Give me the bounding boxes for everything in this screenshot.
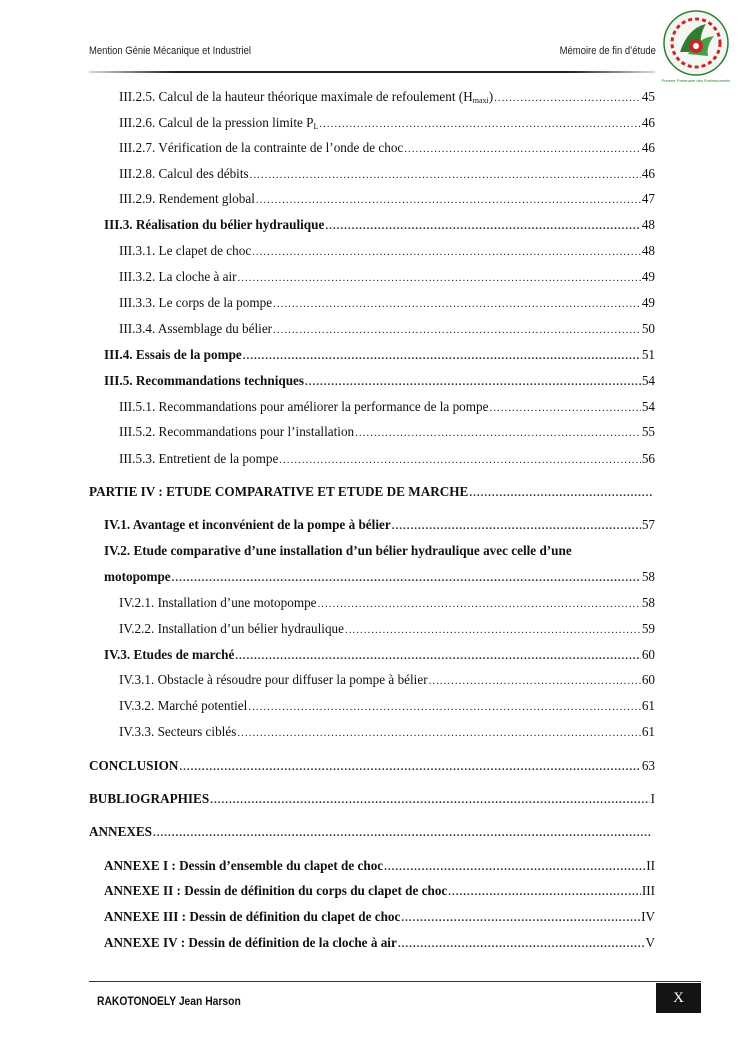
toc-entry: ANNEXES .....	[89, 824, 653, 844]
toc-page-number: 46	[641, 166, 655, 181]
toc-page-number: 61	[641, 724, 655, 739]
toc-entry: IV.3.1. Obstacle à résoudre pour diffuser la pompe à bélier ..... 60	[119, 672, 655, 692]
toc-entry: IV.3.2. Marché potentiel ..... 61	[119, 698, 655, 718]
toc-page-number: IV	[641, 909, 655, 924]
leader-dots	[243, 350, 641, 362]
toc-page-number: 49	[641, 295, 655, 310]
footer-author: RAKOTONOELY Jean Harson	[97, 994, 241, 1008]
leader-dots	[238, 272, 641, 284]
toc-entry: ANNEXE IV : Dessin de définition de la cloche à air ..... V	[104, 935, 655, 955]
toc-entry: III.5. Recommandations techniques ..... 54	[104, 373, 655, 393]
leader-dots	[392, 520, 641, 532]
leader-dots	[279, 454, 641, 466]
toc-page-number: 58	[641, 595, 655, 610]
toc-entry: IV.1. Avantage et inconvénient de la pompe à bélier ..... 57	[104, 517, 655, 537]
leader-dots	[355, 427, 641, 439]
toc-page-number: 54	[641, 373, 655, 388]
leader-dots	[235, 650, 641, 662]
leader-dots	[401, 912, 640, 924]
toc-page-number: 58	[641, 569, 655, 584]
header-rule	[89, 71, 655, 73]
toc-entry: III.4. Essais de la pompe ..... 51	[104, 347, 655, 367]
toc-page-number: 49	[641, 269, 655, 284]
toc-page-number: 57	[641, 517, 655, 532]
running-header-right: Mémoire de fin d’étude	[559, 45, 656, 57]
leader-dots	[153, 827, 652, 839]
leader-dots	[273, 298, 641, 310]
toc-page-number: 46	[641, 115, 655, 130]
toc-entry: III.3.3. Le corps de la pompe ..... 49	[119, 295, 655, 315]
toc-entry: III.5.1. Recommandations pour améliorer la performance de la pompe ..... 54	[119, 399, 655, 419]
toc-page-number: 60	[641, 672, 655, 687]
leader-dots	[252, 246, 641, 258]
leader-dots	[345, 624, 641, 636]
leader-dots	[325, 220, 640, 232]
toc-page-number: 48	[641, 243, 655, 258]
toc-entry: III.5.2. Recommandations pour l’installation ..... 55	[119, 424, 655, 444]
toc-page-number: 55	[641, 424, 655, 439]
leader-dots	[489, 402, 640, 414]
toc-entry: III.3.4. Assemblage du bélier ..... 50	[119, 321, 655, 341]
toc-page-number: 63	[641, 758, 655, 773]
leader-dots	[384, 861, 645, 873]
toc-entry: IV.3.3. Secteurs ciblés ..... 61	[119, 724, 655, 744]
leader-dots	[179, 761, 640, 773]
toc-entry: III.3. Réalisation du bélier hydraulique ..... 48	[104, 217, 655, 237]
toc-page-number: 46	[641, 140, 655, 155]
running-header-left: Mention Génie Mécanique et Industriel	[89, 45, 251, 57]
leader-dots	[305, 376, 641, 388]
toc-entry: ANNEXE I : Dessin d’ensemble du clapet de choc ..... II	[104, 858, 655, 878]
toc-entry: IV.2. Etude comparative d’une installation d’un bélier hydraulique avec celle d’une	[104, 543, 572, 558]
toc-entry: III.2.5. Calcul de la hauteur théorique maximale de refoulement $(H_{maxi})$ ..... 45	[119, 89, 655, 109]
leader-dots	[398, 938, 645, 950]
toc-entry: ANNEXE III : Dessin de définition du clapet de choc ..... IV	[104, 909, 655, 929]
leader-dots	[469, 487, 652, 499]
leader-dots	[404, 143, 641, 155]
leader-dots	[494, 92, 641, 104]
toc-entry: ANNEXE II : Dessin de définition du corps du clapet de choc ..... III	[104, 883, 655, 903]
toc-entry: III.3.1. Le clapet de choc ..... 48	[119, 243, 655, 263]
toc-page-number: 50	[641, 321, 655, 336]
toc-page-number: II	[646, 858, 655, 873]
toc-entry: III.2.8. Calcul des débits ..... 46	[119, 166, 655, 186]
leader-dots	[250, 169, 641, 181]
logo-caption: Premier Partenaire des Professionnels	[661, 78, 731, 83]
toc-page-number: 51	[641, 347, 655, 362]
leader-dots	[319, 118, 640, 130]
toc-page-number: 61	[641, 698, 655, 713]
leader-dots	[210, 794, 649, 806]
toc-entry: III.2.6. Calcul de la pression limite $P_L$ ..... 46	[119, 115, 655, 135]
leader-dots	[256, 194, 641, 206]
leader-dots	[448, 886, 641, 898]
toc-entry: motopompe ..... 58	[104, 569, 655, 589]
leader-dots	[318, 598, 641, 610]
toc-entry: III.2.9. Rendement global ..... 47	[119, 191, 655, 211]
leader-dots	[429, 675, 641, 687]
toc-entry: CONCLUSION ..... 63	[89, 758, 655, 778]
toc-entry: III.2.7. Vérification de la contrainte de l’onde de choc ..... 46	[119, 140, 655, 160]
toc-page-number: 48	[641, 217, 655, 232]
toc-page-number: 60	[641, 647, 655, 662]
toc-entry: IV.3. Etudes de marché ..... 60	[104, 647, 655, 667]
toc-page-number: 45	[641, 89, 655, 104]
footer-rule	[89, 981, 701, 982]
toc-entry: IV.2.2. Installation d’un bélier hydraulique ..... 59	[119, 621, 655, 641]
leader-dots	[248, 701, 641, 713]
leader-dots	[172, 572, 641, 584]
leader-dots	[273, 324, 641, 336]
leader-dots	[237, 727, 640, 739]
toc-entry: BUBLIOGRAPHIES ..... I	[89, 791, 655, 811]
toc-page-number: 54	[641, 399, 655, 414]
toc-page-number: 59	[641, 621, 655, 636]
toc-page-number: III	[641, 883, 655, 898]
institution-logo-icon	[658, 8, 734, 86]
toc-entry: PARTIE IV : ETUDE COMPARATIVE ET ETUDE DE MARCHE .....	[89, 484, 653, 504]
toc-page-number: I	[650, 791, 655, 806]
toc-entry: IV.2.1. Installation d’une motopompe ..... 58	[119, 595, 655, 615]
toc-page-number: 56	[641, 451, 655, 466]
toc-entry: III.3.2. La cloche à air ..... 49	[119, 269, 655, 289]
toc-entry: III.5.3. Entretient de la pompe ..... 56	[119, 451, 655, 471]
page-number-badge: X	[656, 983, 701, 1013]
toc-page-number: V	[645, 935, 655, 950]
toc-page-number: 47	[641, 191, 655, 206]
